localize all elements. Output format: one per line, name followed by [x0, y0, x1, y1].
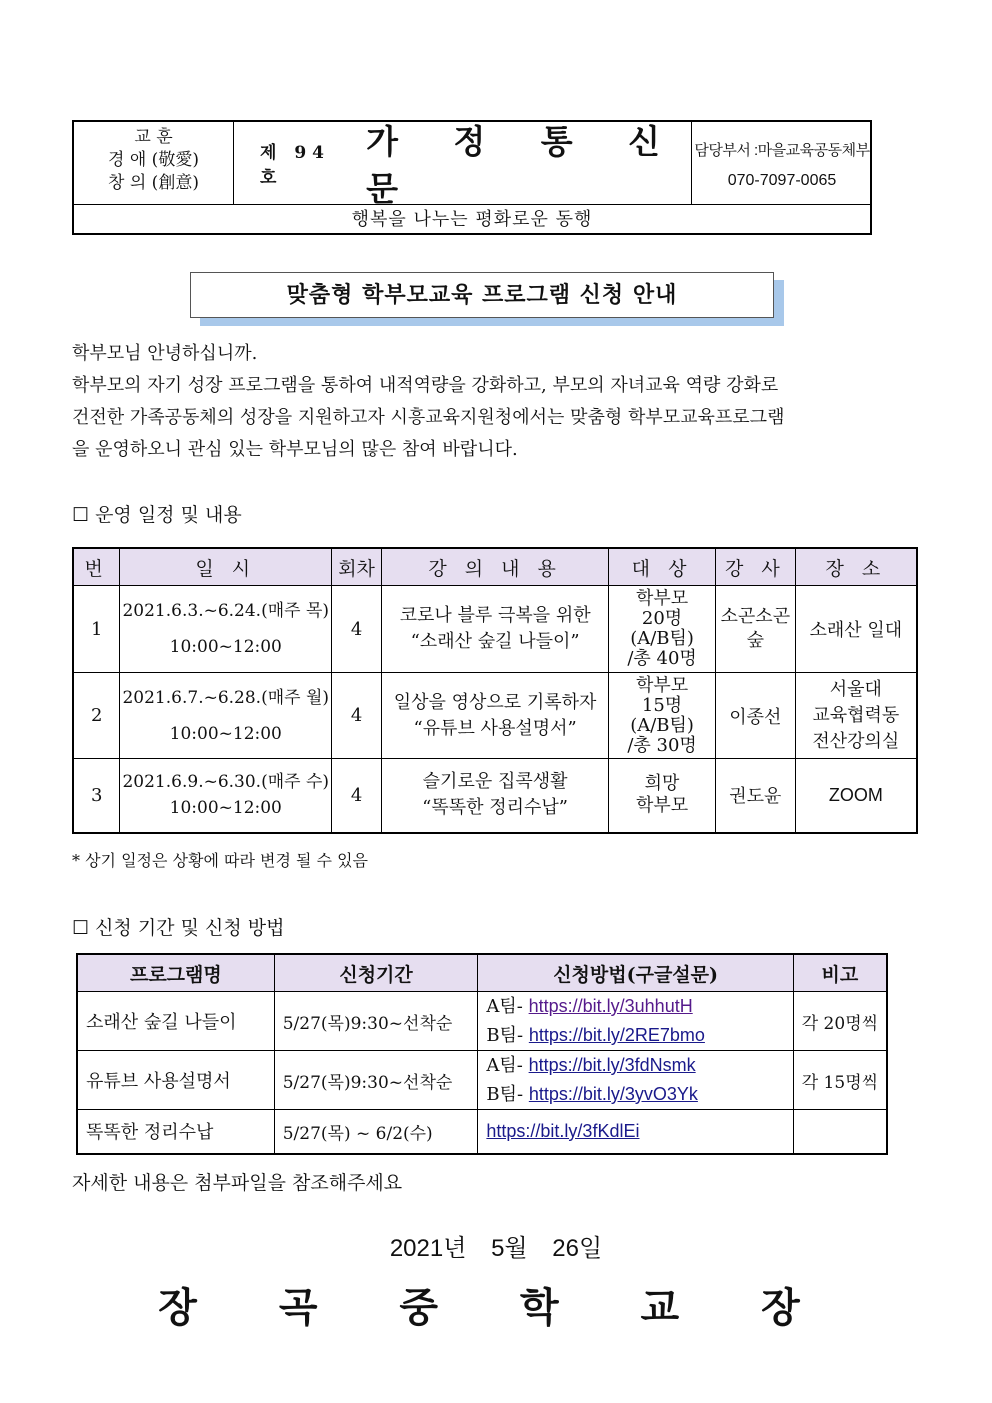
target-cell	[609, 759, 716, 833]
place-line: 교육협력동	[812, 704, 900, 726]
content-line: “유튜브 사용설명서”	[413, 717, 577, 739]
survey-link[interactable]: https://bit.ly/3uhhutH	[528, 996, 693, 1016]
application-links	[478, 1110, 793, 1154]
newsletter-title-cell	[234, 122, 692, 208]
schedule-cell	[120, 759, 332, 833]
content-cell	[381, 586, 608, 673]
header-cell: 신청기간	[274, 954, 478, 992]
table-row	[77, 992, 887, 1051]
content-line: 일상을 영상으로 기록하자	[393, 691, 597, 713]
survey-link[interactable]: https://bit.ly/3fdNsmk	[528, 1055, 696, 1075]
place-line: 전산강의실	[812, 730, 900, 752]
row-number: 2	[73, 673, 120, 759]
target-line: (A/B팀)	[630, 628, 694, 649]
survey-link[interactable]: https://bit.ly/3yvO3Yk	[528, 1084, 698, 1104]
place-cell: 소래산 일대	[795, 586, 917, 673]
schedule-time: 10:00~12:00	[169, 798, 282, 819]
table-row	[73, 586, 917, 673]
row-number: 1	[73, 586, 120, 673]
schedule-date: 2021.6.3.~6.24.(매주 목)	[122, 601, 330, 621]
department-info	[692, 122, 872, 204]
school-motto	[74, 122, 234, 204]
target-line: (A/B팀)	[630, 714, 694, 736]
content-line: “소래산 숲길 나들이”	[410, 631, 580, 652]
session-count: 4	[332, 586, 382, 673]
table-row	[73, 673, 917, 759]
teacher-cell	[715, 586, 795, 673]
header-cell: 강 사	[715, 548, 795, 586]
intro-line: 건전한 가족공동체의 성장을 지원하고자 시흥교육지원청에서는 맞춤형 학부모교육프로그램	[72, 407, 785, 428]
content-cell	[381, 673, 608, 759]
header-cell: 강 의 내 용	[381, 548, 608, 586]
table-header-row	[77, 954, 887, 992]
greeting: 학부모님 안녕하십니까.	[72, 343, 258, 364]
teacher-cell: 이종선	[715, 673, 795, 759]
table-row	[77, 1051, 887, 1110]
application-period: 5/27(목)9:30~선착순	[274, 992, 478, 1051]
header-cell: 번	[73, 548, 120, 586]
target-line: 학부모	[635, 795, 689, 817]
header-cell: 대 상	[609, 548, 716, 586]
link-line	[486, 1051, 792, 1080]
table-header-row	[73, 548, 917, 586]
remarks: 각 15명씩	[793, 1051, 887, 1110]
teacher-line: 소곤소곤	[720, 606, 791, 627]
target-line: 학부모	[635, 674, 689, 696]
schedule-date: 2021.6.9.~6.30.(매주 수)	[122, 772, 330, 793]
schedule-note: * 상기 일정은 상황에 따라 변경 될 수 있음	[72, 851, 368, 870]
motto-line: 교 훈	[134, 127, 173, 147]
header-cell: 장 소	[795, 548, 917, 586]
school-slogan: 행복을 나누는 평화로운 동행	[74, 204, 870, 236]
schedule-date: 2021.6.7.~6.28.(매주 월)	[122, 687, 330, 708]
application-table	[76, 953, 888, 1155]
content-line: 슬기로운 집콕생활	[422, 771, 568, 793]
content-line: 코로나 블루 극복을 위한	[399, 605, 591, 626]
target-line: 20명	[641, 608, 683, 629]
issue-date: 2021년 5월 26일	[389, 1235, 603, 1262]
program-name: 소래산 숲길 나들이	[77, 992, 274, 1051]
table-row	[77, 1110, 887, 1154]
attachment-notice: 자세한 내용은 첨부파일을 참조해주세요	[72, 1172, 403, 1194]
issue-number: 제 94 호	[260, 143, 330, 188]
team-label: A팀-	[486, 996, 523, 1017]
header-cell: 신청방법(구글설문)	[478, 954, 793, 992]
section-title-application: ☐ 신청 기간 및 신청 방법	[72, 917, 285, 939]
target-line: 학부모	[635, 588, 689, 609]
header-cell: 일 시	[120, 548, 332, 586]
department-phone: 070-7097-0065	[727, 172, 837, 189]
intro-line: 학부모의 자기 성장 프로그램을 통하여 내적역량을 강화하고, 부모의 자녀교육 역량 강화로	[72, 375, 779, 396]
link-line	[486, 1021, 792, 1050]
newsletter-title: 가 정 통 신 문	[366, 122, 683, 208]
intro-paragraph	[72, 338, 907, 466]
place-cell	[795, 673, 917, 759]
motto-line: 창 의 (創意)	[108, 173, 199, 193]
team-label: B팀-	[486, 1084, 524, 1105]
session-count: 4	[332, 673, 382, 759]
target-cell	[609, 586, 716, 673]
target-line: /총 40명	[627, 648, 697, 669]
schedule-time: 10:00~12:00	[169, 637, 282, 657]
target-line: 15명	[641, 694, 683, 716]
department-name: 담당부서 :마을교육공동체부	[694, 142, 870, 159]
header-cell: 비고	[793, 954, 887, 992]
program-name: 똑똑한 정리수납	[77, 1110, 274, 1154]
principal-signature: 장 곡 중 학 교 장	[158, 1284, 834, 1331]
place-cell: ZOOM	[795, 759, 917, 833]
survey-link[interactable]: https://bit.ly/3fKdlEi	[486, 1120, 640, 1141]
application-period: 5/27(목) ~ 6/2(수)	[274, 1110, 478, 1154]
motto-line: 경 애 (敬愛)	[108, 150, 199, 170]
header-cell: 프로그램명	[77, 954, 274, 992]
survey-link[interactable]: https://bit.ly/2RE7bmo	[528, 1025, 705, 1045]
schedule-table	[72, 547, 918, 834]
content-line: “똑똑한 정리수납”	[422, 797, 568, 819]
session-count: 4	[332, 759, 382, 833]
schedule-time: 10:00~12:00	[169, 723, 282, 744]
newsletter-header	[72, 120, 872, 235]
team-label: A팀-	[486, 1055, 523, 1076]
application-links	[478, 992, 793, 1051]
table-row	[73, 759, 917, 833]
schedule-cell	[120, 673, 332, 759]
schedule-cell	[120, 586, 332, 673]
teacher-line: 숲	[746, 630, 764, 651]
content-cell	[381, 759, 608, 833]
team-label: B팀-	[486, 1025, 524, 1046]
remarks	[793, 1110, 887, 1154]
link-line	[486, 992, 792, 1021]
header-cell: 회차	[332, 548, 382, 586]
target-line: /총 30명	[627, 734, 697, 756]
target-cell	[609, 673, 716, 759]
target-line: 희망	[644, 773, 680, 795]
application-period: 5/27(목)9:30~선착순	[274, 1051, 478, 1110]
teacher-cell: 권도윤	[715, 759, 795, 833]
application-links	[478, 1051, 793, 1110]
link-line	[486, 1080, 792, 1109]
intro-line: 을 운영하오니 관심 있는 학부모님의 많은 참여 바랍니다.	[72, 439, 518, 460]
page-title-banner: 맞춤형 학부모교육 프로그램 신청 안내	[190, 272, 774, 318]
place-line: 서울대	[829, 678, 882, 700]
section-title-schedule: ☐ 운영 일정 및 내용	[72, 504, 242, 526]
row-number: 3	[73, 759, 120, 833]
program-name: 유튜브 사용설명서	[77, 1051, 274, 1110]
remarks: 각 20명씩	[793, 992, 887, 1051]
